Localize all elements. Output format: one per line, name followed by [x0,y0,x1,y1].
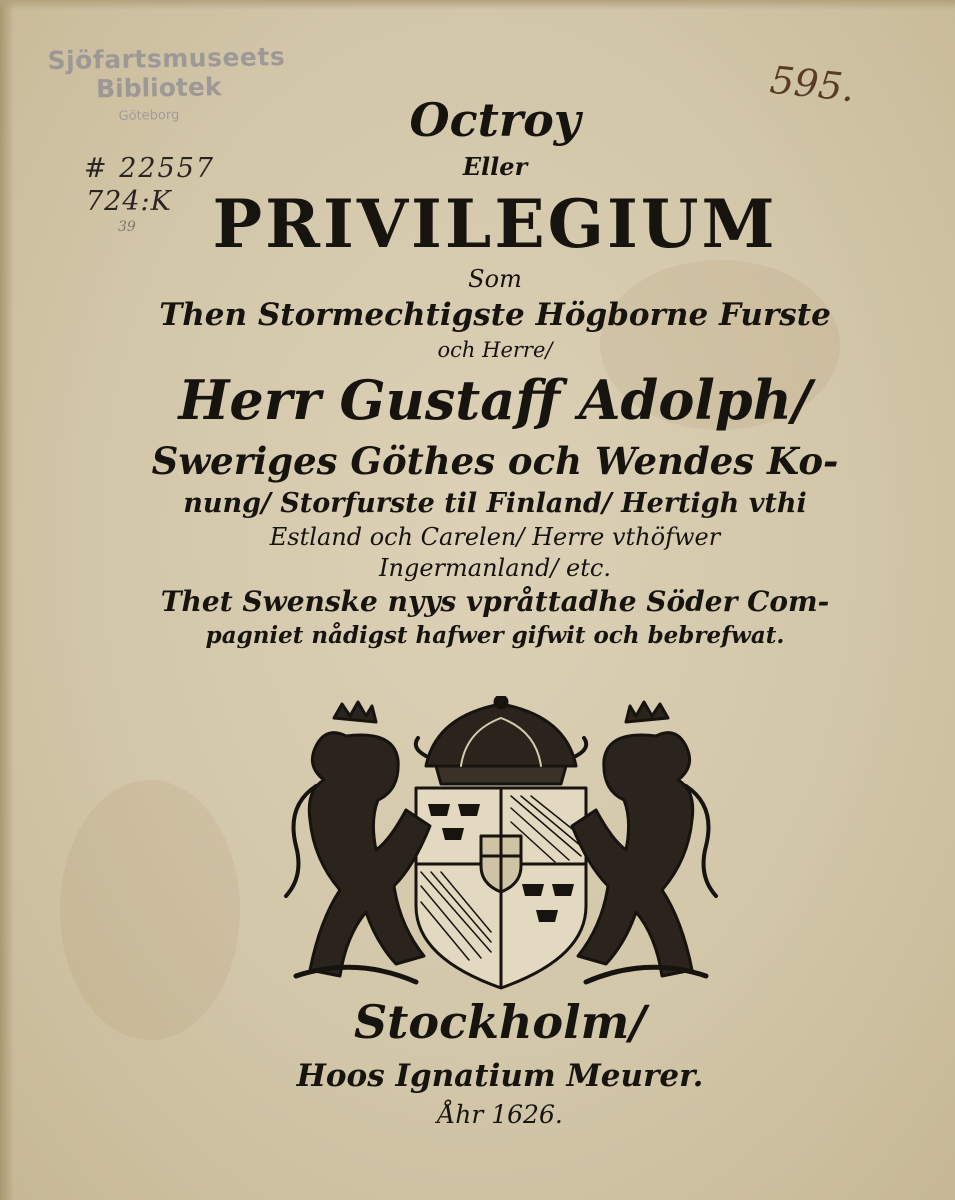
crown-icon [416,696,586,784]
page-edge-shadow [0,0,14,1200]
title-herr-gustaff: Herr Gustaff Adolph/ [178,368,812,432]
imprint-city: Stockholm/ [353,995,647,1049]
title-eller: Eller [462,152,528,181]
title-nung: nung/ Storfurste til Finland/ Hertigh vthi [183,488,807,519]
title-block [150,90,840,652]
imprint-printer: Hoos Ignatium Meurer. [296,1058,704,1094]
paper-stain [60,780,240,1040]
imprint-block [250,990,750,1132]
stamp-line-3: Göteborg [118,107,180,124]
lion-supporter-right-icon [572,702,716,976]
title-estland: Estland och Carelen/ Herre vthöfwer [269,523,721,551]
title-sweriges: Sweriges Göthes och Wendes Ko- [151,439,839,483]
stamp-line-1: Sjöfartsmuseets [47,42,286,76]
page-top-shadow [0,0,955,10]
handwritten-small-number: 39 [118,219,136,235]
title-octroy: Octroy [409,93,581,147]
stamp-line-2: Bibliotek [95,72,222,104]
coat-of-arms-woodcut [276,696,726,992]
imprint-year: Åhr 1626. [437,1100,563,1129]
lion-supporter-left-icon [286,702,430,976]
handwritten-accession: # 22557 [84,153,216,184]
title-pagniet: pagniet nådigst hafwer gifwit och bebrefwat. [205,622,785,649]
handwritten-reference: 595. [767,57,857,111]
handwritten-shelfmark: 724:K [86,186,172,217]
title-som: Som [468,265,522,293]
title-privilegium: PRIVILEGIUM [212,185,778,263]
shield-icon [416,788,586,988]
title-thet: Thet Swenske nyys vpråttadhe Söder Com- [160,585,830,618]
title-och-herre: och Herre/ [437,338,553,362]
title-ingermanland: Ingermanland/ etc. [379,554,611,582]
title-then: Then Stormechtigste Högborne Furste [159,297,831,333]
